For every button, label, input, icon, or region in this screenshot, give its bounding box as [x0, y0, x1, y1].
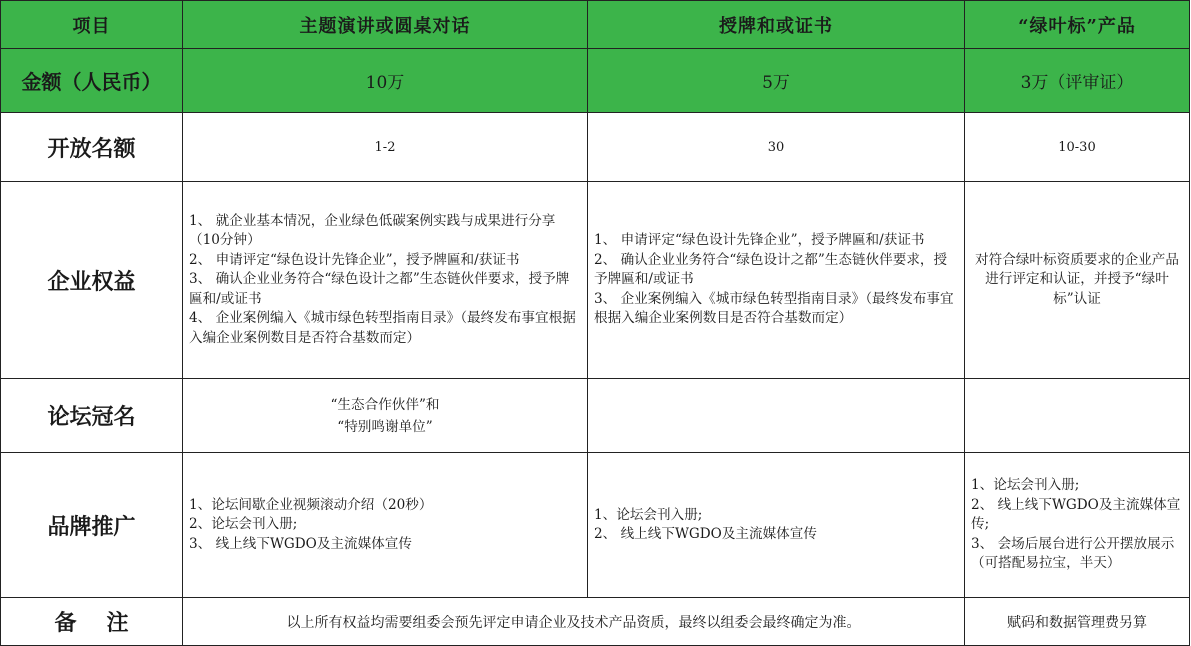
- rights-col2-item: 1、 申请评定“绿色设计先锋企业”，授予牌匾和/获证书: [594, 232, 925, 249]
- header-col2: 授牌和或证书: [588, 1, 965, 49]
- rights-col1-item: 1、 就企业基本情况，企业绿色低碳案例实践与成果进行分享（10分钟）: [189, 212, 556, 249]
- forum-title-line2: “特别鸣谢单位”: [337, 418, 433, 435]
- rights-col2: [588, 182, 965, 379]
- forum-title-line1: “生态合作伙伴”和: [330, 396, 440, 413]
- rights-col1-item: 2、 申请评定“绿色设计先锋企业”，授予牌匾和/获证书: [189, 251, 520, 268]
- note-text: 以上所有权益均需要组委会预先评定申请企业及技术产品资质，最终以组委会最终确定为准。: [183, 598, 965, 646]
- rights-col2-item: 2、 确认企业业务符合“绿色设计之都”生态链伙伴要求，授予牌匾和/或证书: [594, 251, 948, 288]
- quota-col1: 1-2: [183, 113, 588, 182]
- note-col3: 赋码和数据管理费另算: [965, 598, 1190, 646]
- amount-col1: 10万: [183, 49, 588, 113]
- header-col3: “绿叶标”产品: [965, 1, 1190, 49]
- brand-col2-item: 1、论坛会刊入册;: [594, 506, 703, 523]
- rights-col1-item: 4、 企业案例编入《城市绿色转型指南目录》（最终发布事宜根据入编企业案例数目是否符合基数而定）: [189, 310, 576, 346]
- rights-col1-item: 3、 确认企业业务符合“绿色设计之都”生态链伙伴要求，授予牌匾和/或证书: [189, 271, 570, 307]
- rights-row: [1, 182, 1190, 379]
- quota-col3: 10-30: [965, 113, 1190, 182]
- rights-label: 企业权益: [1, 182, 183, 379]
- quota-col2: 30: [588, 113, 965, 182]
- forum-col1: [183, 379, 588, 453]
- forum-col2: [588, 379, 965, 453]
- brand-col3-item: 1、论坛会刊入册;: [971, 477, 1080, 494]
- brand-col2: [588, 453, 965, 598]
- header-row: [1, 1, 1190, 49]
- rights-col3: 对符合绿叶标资质要求的企业产品进行评定和认证，并授予“绿叶标”认证: [965, 182, 1190, 379]
- amount-row: [1, 49, 1190, 113]
- brand-col2-item: 2、 线上线下WGDO及主流媒体宣传: [594, 526, 817, 542]
- quota-row: [1, 113, 1190, 182]
- header-item: 项目: [1, 1, 183, 49]
- brand-col1-item: 1、论坛间歇企业视频滚动介绍（20秒）: [189, 496, 433, 513]
- header-col1: 主题演讲或圆桌对话: [183, 1, 588, 49]
- forum-row: [1, 379, 1190, 453]
- amount-col3: 3万（评审证）: [965, 49, 1190, 113]
- brand-label: 品牌推广: [1, 453, 183, 598]
- forum-col3: [965, 379, 1190, 453]
- brand-col3-item: 3、 会场后展台进行公开摆放展示（可搭配易拉宝，半天）: [971, 535, 1175, 572]
- brand-row: [1, 453, 1190, 598]
- forum-label: 论坛冠名: [1, 379, 183, 453]
- brand-col1: [183, 453, 588, 598]
- amount-col2: 5万: [588, 49, 965, 113]
- rights-col1: [183, 182, 588, 379]
- amount-label: 金额（人民币）: [1, 49, 183, 113]
- note-label: 备注: [1, 598, 183, 646]
- brand-col3-item: 2、 线上线下WGDO及主流媒体宣传;: [971, 496, 1181, 533]
- brand-col3: [965, 453, 1190, 598]
- note-row: [1, 598, 1190, 646]
- quota-label: 开放名额: [1, 113, 183, 182]
- brand-col1-item: 3、 线上线下WGDO及主流媒体宣传: [189, 535, 412, 552]
- rights-col2-item: 3、 企业案例编入《城市绿色转型指南目录》（最终发布事宜根据入编企业案例数目是否符合基数而定）: [594, 290, 954, 327]
- brand-col1-item: 2、论坛会刊入册;: [189, 516, 298, 533]
